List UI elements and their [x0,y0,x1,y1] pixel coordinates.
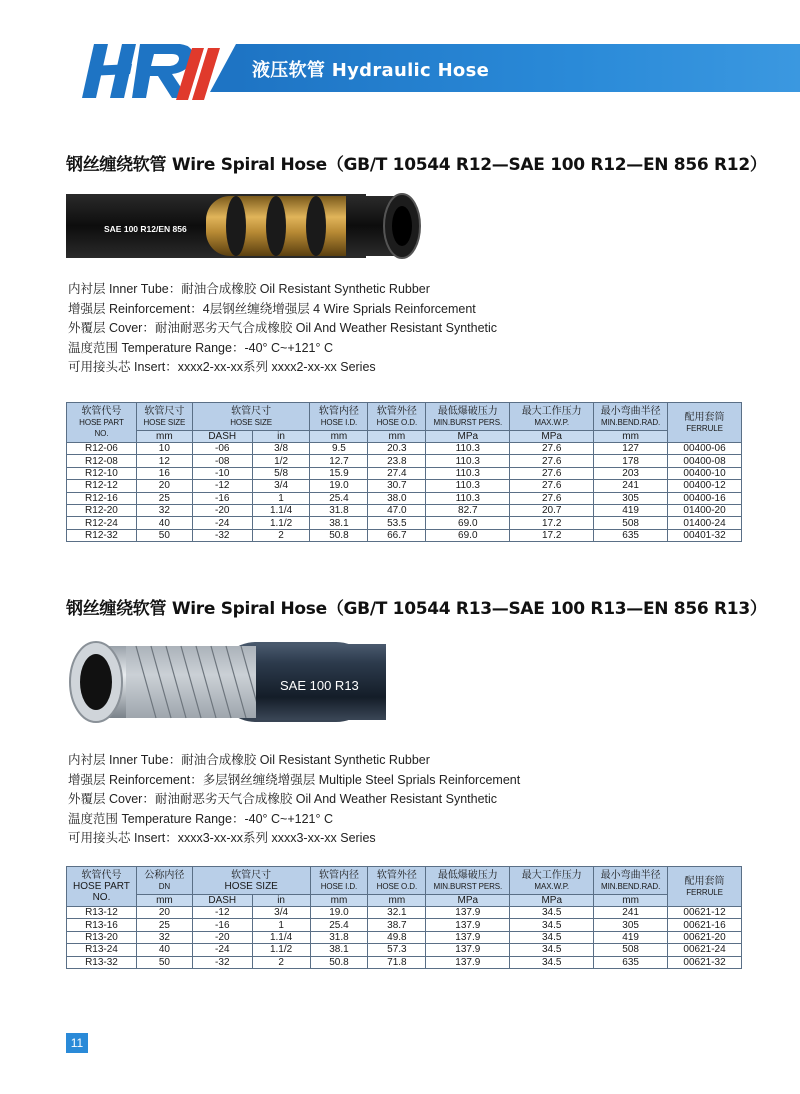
col-id: 软管内径 HOSE I.D. [310,403,368,431]
table-cell: 1 [252,492,310,504]
r13-spec-table [66,866,742,969]
table-cell: 00400-16 [668,492,742,504]
table-cell: 71.8 [368,956,426,968]
table-cell: 16 [136,467,192,479]
table-cell: 1.1/2 [252,517,310,529]
table-cell: 2 [252,956,310,968]
table-cell: -32 [192,529,252,541]
table-cell: 25.4 [310,919,368,931]
table-cell: 15.9 [310,467,368,479]
table-cell: 32 [136,504,192,516]
brand-logo [80,38,220,104]
table-cell: 110.3 [426,455,510,467]
table-cell: 66.7 [368,529,426,541]
spec-insert: 可用接头芯 Insert：xxxx2-xx-xx系列 xxxx2-xx-xx Series [68,360,376,374]
table-cell: 137.9 [426,907,510,919]
table-cell: 34.5 [510,931,594,943]
table-cell: 635 [594,529,668,541]
table-cell: 419 [594,931,668,943]
col-od: 软管外径 HOSE O.D. [368,403,426,431]
col-wp: 最大工作压力 MAX.W.P. [510,867,594,895]
table-cell: 40 [136,517,192,529]
table-cell: 00400-06 [668,443,742,455]
table-cell: 241 [594,480,668,492]
table-cell: -20 [192,504,252,516]
table-cell: 00621-16 [668,919,742,931]
table-cell: 27.6 [510,455,594,467]
table-cell: 27.6 [510,467,594,479]
table-cell: R12-08 [67,455,137,467]
table-cell: 12 [136,455,192,467]
table-cell: -24 [192,517,252,529]
table-cell: 01400-24 [668,517,742,529]
unit-cell: mm [136,431,192,443]
unit-cell: mm [594,895,668,907]
header-banner [236,44,800,92]
table-cell: -16 [192,492,252,504]
spec-temperature: 温度范围 Temperature Range：-40° C~+121° C [68,340,333,355]
table-cell: 5/8 [252,467,310,479]
table-cell: 47.0 [368,504,426,516]
col-bend: 最小弯曲半径 MIN.BEND.RAD. [594,403,668,431]
col-bend: 最小弯曲半径 MIN.BEND.RAD. [594,867,668,895]
spec-inner-tube: 内衬层 Inner Tube：耐油合成橡胶 Oil Resistant Synthetic Rubber [68,282,430,296]
table-cell: 137.9 [426,944,510,956]
unit-cell: MPa [426,431,510,443]
table-cell: 34.5 [510,956,594,968]
col-hose-size: 软管尺寸 HOSE SIZE [192,403,310,431]
section-2-title: 钢丝缠绕软管 Wire Spiral Hose（GB/T 10544 R13—SAE 100 R13—EN 856 R13） [66,599,767,619]
table-cell: R13-24 [67,944,137,956]
table-cell: 1 [252,919,310,931]
table-cell: -16 [192,919,252,931]
unit-cell: mm [594,431,668,443]
unit-cell: mm [368,431,426,443]
table-cell: 34.5 [510,944,594,956]
table-cell: -06 [192,443,252,455]
table-cell: R12-16 [67,492,137,504]
hose-r12-image [66,190,424,262]
table-cell: 305 [594,919,668,931]
col-od: 软管外径 HOSE O.D. [368,867,426,895]
table-cell: 1.1/4 [252,931,310,943]
r12-spec-table [66,402,742,542]
table-cell: 00400-10 [668,467,742,479]
table-cell: 40 [136,944,192,956]
table-cell: 31.8 [310,931,368,943]
table-cell: 241 [594,907,668,919]
table-row [67,919,742,931]
page-number: 11 [66,1033,88,1053]
unit-cell: MPa [510,895,594,907]
table-cell: 34.5 [510,919,594,931]
table-cell: 110.3 [426,480,510,492]
table-row [67,944,742,956]
spec-cover: 外覆层 Cover：耐油耐恶劣天气合成橡胶 Oil And Weather Resistant Synthetic [68,792,498,806]
table-row [67,907,742,919]
table-cell: 49.8 [368,931,426,943]
table-cell: 20.7 [510,504,594,516]
table-cell: 20.3 [368,443,426,455]
table-cell: 305 [594,492,668,504]
table-cell: 00621-24 [668,944,742,956]
table-cell: 110.3 [426,492,510,504]
unit-cell: mm [310,431,368,443]
table-cell: 31.8 [310,504,368,516]
table-cell: 419 [594,504,668,516]
table-cell: 50.8 [310,529,368,541]
table-cell: 00401-32 [668,529,742,541]
spec-cover: 外覆层 Cover：耐油耐恶劣天气合成橡胶 Oil And Weather Resistant Synthetic [68,321,498,335]
hose-r13-image [66,634,386,730]
section-1-specs [68,280,497,378]
col-hose-size: 软管尺寸 HOSE SIZE [192,867,310,895]
table-cell: 1.1/2 [252,944,310,956]
table-cell: 635 [594,956,668,968]
unit-cell: mm [136,895,192,907]
col-dn: 公称内径 DN [136,867,192,895]
table-cell: 137.9 [426,931,510,943]
table-row [67,956,742,968]
table-cell: R13-12 [67,907,137,919]
col-part: 软管代号 HOSE PART NO. [67,403,137,443]
table-cell: 50.8 [310,956,368,968]
hose-r13-marking: SAE 100 R13 [280,678,359,693]
spec-temperature: 温度范围 Temperature Range：-40° C~+121° C [68,811,333,826]
table-cell: 1/2 [252,455,310,467]
table-cell: 127 [594,443,668,455]
table-cell: 3/4 [252,907,310,919]
table-cell: -12 [192,907,252,919]
table-cell: 01400-20 [668,504,742,516]
table-cell: 32.1 [368,907,426,919]
table-cell: R13-32 [67,956,137,968]
spec-reinforcement: 增强层 Reinforcement：4层钢丝缠绕增强层 4 Wire Sprials Reinforcement [68,301,476,316]
table-cell: -08 [192,455,252,467]
table-row [67,455,742,467]
col-burst: 最低爆破压力 MIN.BURST PERS. [426,867,510,895]
units-row [67,895,742,907]
table-row [67,492,742,504]
table-cell: 508 [594,517,668,529]
units-row [67,431,742,443]
col-size: 软管尺寸 HOSE SIZE [136,403,192,431]
unit-cell: in [252,895,310,907]
unit-cell: mm [310,895,368,907]
col-burst: 最低爆破压力 MIN.BURST PERS. [426,403,510,431]
unit-cell: DASH [192,431,252,443]
table-cell: 53.5 [368,517,426,529]
table-cell: 25 [136,919,192,931]
col-id: 软管内径 HOSE I.D. [310,867,368,895]
table-cell: 27.6 [510,443,594,455]
table-cell: 57.3 [368,944,426,956]
unit-cell: in [252,431,310,443]
table-row [67,443,742,455]
table-cell: 110.3 [426,443,510,455]
col-ferrule: 配用套筒 FERRULE [668,403,742,443]
table-cell: 00621-32 [668,956,742,968]
table-row [67,517,742,529]
table-cell: 82.7 [426,504,510,516]
table-cell: R12-06 [67,443,137,455]
r12-table-body [67,443,742,542]
table-cell: 34.5 [510,907,594,919]
spec-insert: 可用接头芯 Insert：xxxx3-xx-xx系列 xxxx3-xx-xx Series [68,831,376,845]
table-cell: 00400-08 [668,455,742,467]
spec-reinforcement: 增强层 Reinforcement：多层钢丝缠绕增强层 Multiple Steel Sprials Reinforcement [68,772,521,787]
table-cell: 20 [136,480,192,492]
table-cell: 32 [136,931,192,943]
table-cell: 19.0 [310,907,368,919]
section-2-specs [68,751,520,849]
table-cell: 38.0 [368,492,426,504]
table-cell: 30.7 [368,480,426,492]
table-cell: 2 [252,529,310,541]
table-cell: 69.0 [426,517,510,529]
table-cell: 50 [136,956,192,968]
table-cell: 10 [136,443,192,455]
table-cell: 12.7 [310,455,368,467]
hose-r12-marking: SAE 100 R12/EN 856 [104,224,187,234]
table-cell: -10 [192,467,252,479]
table-cell: 38.7 [368,919,426,931]
table-cell: 69.0 [426,529,510,541]
table-cell: 27.4 [368,467,426,479]
table-cell: 25.4 [310,492,368,504]
col-part: 软管代号 HOSE PART NO. [67,867,137,907]
unit-cell: MPa [510,431,594,443]
table-cell: 110.3 [426,467,510,479]
table-cell: R12-10 [67,467,137,479]
table-cell: -20 [192,931,252,943]
table-cell: 00400-12 [668,480,742,492]
r13-table-body [67,907,742,969]
table-cell: R12-24 [67,517,137,529]
unit-cell: mm [368,895,426,907]
table-cell: 1.1/4 [252,504,310,516]
section-1-title: 钢丝缠绕软管 Wire Spiral Hose（GB/T 10544 R12—SAE 100 R12—EN 856 R12） [66,155,767,175]
table-cell: 3/8 [252,443,310,455]
table-cell: 137.9 [426,956,510,968]
table-cell: -32 [192,956,252,968]
table-cell: 38.1 [310,944,368,956]
table-cell: 137.9 [426,919,510,931]
table-cell: 19.0 [310,480,368,492]
header-title: 液压软管 Hydraulic Hose [252,60,490,81]
unit-cell: DASH [192,895,252,907]
table-cell: 27.6 [510,492,594,504]
table-row [67,467,742,479]
table-cell: 00621-20 [668,931,742,943]
table-cell: 38.1 [310,517,368,529]
table-cell: 203 [594,467,668,479]
table-row [67,529,742,541]
table-cell: -12 [192,480,252,492]
unit-cell: MPa [426,895,510,907]
table-cell: R12-12 [67,480,137,492]
table-cell: 17.2 [510,529,594,541]
page-header [0,0,800,110]
table-cell: 50 [136,529,192,541]
col-wp: 最大工作压力 MAX.W.P. [510,403,594,431]
table-row [67,480,742,492]
table-cell: R13-16 [67,919,137,931]
table-cell: R12-20 [67,504,137,516]
table-cell: 00621-12 [668,907,742,919]
table-row [67,504,742,516]
table-row [67,931,742,943]
table-cell: 9.5 [310,443,368,455]
table-cell: R12-32 [67,529,137,541]
table-cell: 508 [594,944,668,956]
table-cell: 3/4 [252,480,310,492]
table-cell: 178 [594,455,668,467]
table-cell: -24 [192,944,252,956]
table-cell: 23.8 [368,455,426,467]
spec-inner-tube: 内衬层 Inner Tube：耐油合成橡胶 Oil Resistant Synthetic Rubber [68,753,430,767]
table-cell: 25 [136,492,192,504]
table-cell: 17.2 [510,517,594,529]
table-cell: R13-20 [67,931,137,943]
table-cell: 27.6 [510,480,594,492]
col-ferrule: 配用套筒 FERRULE [668,867,742,907]
table-cell: 20 [136,907,192,919]
